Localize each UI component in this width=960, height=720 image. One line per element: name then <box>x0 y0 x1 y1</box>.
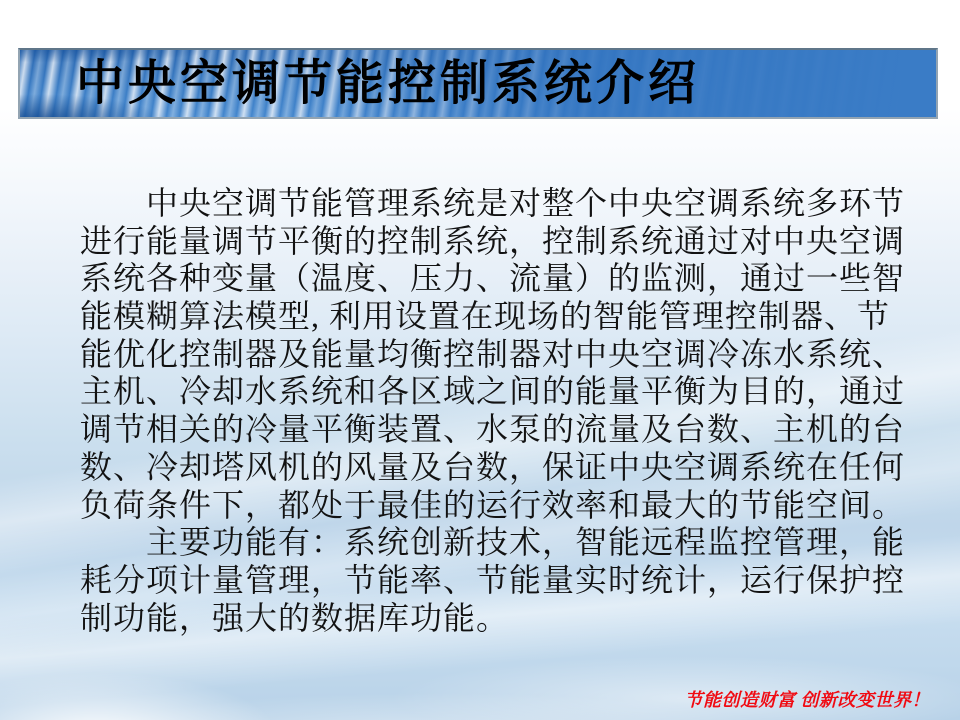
body-line: 制功能，强大的数据库功能。 <box>80 599 510 636</box>
body-line: 负荷条件下，都处于最佳的运行效率和最大的节能空间。 <box>80 486 906 523</box>
body-line: 能优化控制器及能量均衡控制器对中央空调冷冻水系统、 <box>80 335 906 372</box>
body-text <box>80 185 925 637</box>
body-line: 数、冷却塔风机的风量及台数，保证中央空调系统在任何 <box>80 448 906 485</box>
body-line: 中央空调节能管理系统是对整个中央空调系统多环节 <box>80 185 906 221</box>
body-line: 进行能量调节平衡的控制系统，控制系统通过对中央空调 <box>80 222 906 259</box>
body-line: 主要功能有：系统创新技术，智能远程监控管理，能 <box>80 524 906 561</box>
body-line: 系统各种变量（温度、压力、流量）的监测，通过一些智 <box>80 260 906 297</box>
body-line: 调节相关的冷量平衡装置、水泵的流量及台数、主机的台 <box>80 411 906 448</box>
title-banner <box>18 48 938 119</box>
slide-title: 中央空调节能控制系统介绍 <box>76 56 701 110</box>
body-line: 耗分项计量管理，节能率、节能量实时统计，运行保护控 <box>80 561 906 598</box>
body-line: 能模糊算法模型, 利用设置在现场的智能管理控制器、节 <box>80 298 891 335</box>
body-line: 主机、冷却水系统和各区域之间的能量平衡为目的，通过 <box>80 373 906 410</box>
footer-slogan: 节能创造财富 创新改变世界！ <box>684 690 930 710</box>
